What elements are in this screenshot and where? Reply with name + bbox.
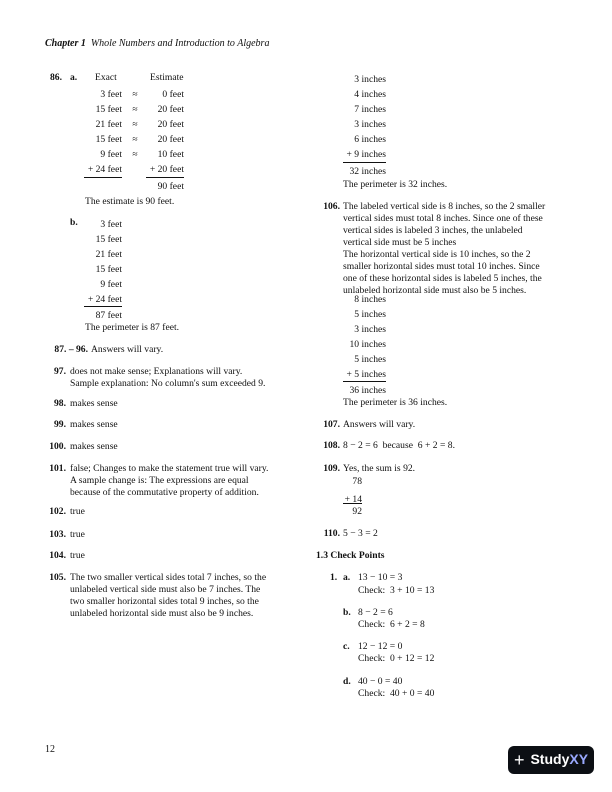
- exact-value: 15 feet: [95, 134, 122, 145]
- problem-number: 98.: [54, 398, 66, 409]
- p105-total: 32 inches: [349, 166, 386, 177]
- approx-column: [130, 87, 140, 162]
- b-values-column: [82, 217, 122, 307]
- answer-line: A sample change is: The expressions are equal: [70, 474, 249, 486]
- b-value: 15 feet: [95, 264, 122, 275]
- problem-answer: [70, 463, 305, 499]
- problem-answer: true: [70, 506, 85, 517]
- approx-symbol: ≈: [132, 119, 138, 130]
- problem-answer: [70, 572, 310, 620]
- p106-values-column: [330, 292, 386, 382]
- problem-109-number: 109.: [323, 463, 340, 474]
- answer-line: does not make sense; Explanations will vary.: [70, 366, 243, 377]
- check-part-label: a.: [343, 572, 351, 583]
- badge-study-text: Study: [530, 751, 570, 768]
- problem-answer: makes sense: [70, 441, 118, 452]
- answer-line: unlabeled vertical side must also be 7 inches. The: [70, 583, 261, 595]
- p106-sum-line: [343, 381, 386, 382]
- problem-answer: [70, 366, 305, 390]
- estimate-sum-line: [146, 177, 184, 178]
- b-value: 21 feet: [95, 249, 122, 260]
- b-value: 3 feet: [100, 219, 122, 230]
- chapter-title: Whole Numbers and Introduction to Algebra: [90, 38, 270, 49]
- problem-answer: Answers will vary.: [91, 344, 164, 355]
- page-number: 12: [45, 744, 55, 755]
- answer-line: one of these horizontal sides is labeled 5 inches, the: [343, 272, 542, 284]
- approx-symbol: ≈: [132, 104, 138, 115]
- check-verification: Check: 3 + 10 = 13: [358, 585, 435, 596]
- exact-value: 3 feet: [100, 89, 122, 100]
- estimate-value: 20 feet: [157, 119, 184, 130]
- p106-value: 5 inches: [354, 354, 386, 365]
- p105-values-column: [330, 72, 386, 162]
- problem-108-answer: 8 − 2 = 6 because 6 + 2 = 8.: [343, 440, 455, 451]
- problem-number: 100.: [49, 441, 66, 452]
- answer-line: unlabeled horizontal side must also be 9 inches.: [70, 607, 254, 619]
- answer-line: The labeled vertical side is 8 inches, so the 2 smaller: [343, 201, 546, 212]
- check-verification: Check: 0 + 12 = 12: [358, 653, 435, 664]
- problem-106-answer: [343, 201, 568, 297]
- problem-108-number: 108.: [323, 440, 340, 451]
- problem-110-answer: 5 − 3 = 2: [343, 528, 378, 539]
- p109-total: 92: [352, 506, 362, 517]
- answer-line: The two smaller vertical sides total 7 inches, so the: [70, 572, 267, 583]
- answer-line: vertical sides must total 8 inches. Since one of these: [343, 212, 543, 224]
- problem-86a-label: a.: [70, 72, 78, 83]
- problem-106-number: 106.: [323, 201, 340, 212]
- problem-number: 101.: [49, 463, 66, 474]
- answer-line: Sample explanation: No column's sum exceeded 9.: [70, 377, 266, 389]
- problem-number: 87. – 96.: [54, 344, 88, 355]
- answer-line: smaller horizontal sides must total 10 inches. Since: [343, 260, 540, 272]
- problem-number: 103.: [49, 529, 66, 540]
- p106-value: 3 inches: [354, 324, 386, 335]
- exact-value: 9 feet: [100, 149, 122, 160]
- check-points-heading: 1.3 Check Points: [316, 550, 385, 561]
- p105-value: 7 inches: [354, 104, 386, 115]
- approx-symbol: ≈: [132, 89, 138, 100]
- problem-number: 99.: [54, 419, 66, 430]
- estimate-value: 20 feet: [157, 104, 184, 115]
- problem-answer: true: [70, 529, 85, 540]
- check-verification: Check: 40 + 0 = 40: [358, 688, 435, 699]
- b-text: The perimeter is 87 feet.: [85, 322, 180, 333]
- estimate-column: [140, 87, 184, 177]
- p105-value: 3 inches: [354, 74, 386, 85]
- check-equation: 40 − 0 = 40: [358, 676, 403, 687]
- problem-110-number: 110.: [323, 528, 340, 539]
- problem-answer: true: [70, 550, 85, 561]
- exact-value: + 24 feet: [87, 164, 122, 175]
- answer-line: because of the commutative property of addition.: [70, 486, 259, 498]
- check-equation: 13 − 10 = 3: [358, 572, 403, 583]
- b-total: 87 feet: [95, 310, 122, 321]
- estimate-text: The estimate is 90 feet.: [85, 196, 175, 207]
- problem-86-number: 86.: [50, 72, 62, 83]
- b-value: + 24 feet: [87, 294, 122, 305]
- p106-value: 10 inches: [349, 339, 386, 350]
- p109-addend: 78: [352, 476, 362, 487]
- p106-total: 36 inches: [349, 385, 386, 396]
- approx-symbol: ≈: [132, 149, 138, 160]
- estimate-total: 90 feet: [157, 181, 184, 192]
- exact-column: [82, 87, 122, 177]
- badge-xy-text: XY: [569, 751, 589, 768]
- problem-109-answer: Yes, the sum is 92.: [343, 463, 416, 474]
- exact-value: 21 feet: [95, 119, 122, 130]
- p109-addend: + 14: [344, 494, 362, 505]
- problem-answer: makes sense: [70, 419, 118, 430]
- answer-line: two smaller horizontal sides total 9 inches, so the: [70, 595, 259, 607]
- problem-number: 104.: [49, 550, 66, 561]
- exact-sum-line: [84, 177, 122, 178]
- exact-value: 15 feet: [95, 104, 122, 115]
- p105-text: The perimeter is 32 inches.: [343, 179, 448, 190]
- approx-symbol: ≈: [132, 134, 138, 145]
- check-point-1-number: 1.: [330, 572, 338, 583]
- b-value: 9 feet: [100, 279, 122, 290]
- p105-value: 6 inches: [354, 134, 386, 145]
- check-equation: 12 − 12 = 0: [358, 641, 403, 652]
- problem-number: 102.: [49, 506, 66, 517]
- problem-107-answer: Answers will vary.: [343, 419, 416, 430]
- studyxy-badge[interactable]: [508, 746, 594, 774]
- estimate-header: Estimate: [150, 72, 184, 83]
- answer-line: vertical side must be 5 inches: [343, 236, 457, 248]
- p106-value: 8 inches: [354, 294, 386, 305]
- p105-value: 3 inches: [354, 119, 386, 130]
- answer-line: false; Changes to make the statement true will vary.: [70, 463, 269, 474]
- b-value: 15 feet: [95, 234, 122, 245]
- p105-value: + 9 inches: [346, 149, 386, 160]
- check-part-label: b.: [343, 607, 351, 618]
- p106-text: The perimeter is 36 inches.: [343, 397, 448, 408]
- problem-number: 105.: [49, 572, 66, 583]
- problem-86b-label: b.: [70, 217, 78, 228]
- p109-sum-line: [343, 503, 362, 504]
- exact-header: Exact: [95, 72, 117, 83]
- p106-value: + 5 inches: [346, 369, 386, 380]
- check-equation: 8 − 2 = 6: [358, 607, 393, 618]
- answer-line: unlabeled horizontal side must also be 5 inches.: [343, 284, 527, 296]
- answer-line: The horizontal vertical side is 10 inches, so the 2: [343, 248, 531, 260]
- p105-sum-line: [343, 162, 386, 163]
- estimate-value: 20 feet: [157, 134, 184, 145]
- running-header: [45, 38, 269, 51]
- check-verification: Check: 6 + 2 = 8: [358, 619, 425, 630]
- estimate-value: 0 feet: [162, 89, 184, 100]
- p106-value: 5 inches: [354, 309, 386, 320]
- check-part-label: c.: [343, 641, 350, 652]
- p105-value: 4 inches: [354, 89, 386, 100]
- b-sum-line: [84, 306, 122, 307]
- estimate-value: 10 feet: [157, 149, 184, 160]
- plus-icon: +: [513, 750, 525, 770]
- problem-answer: makes sense: [70, 398, 118, 409]
- problem-107-number: 107.: [323, 419, 340, 430]
- chapter-label: Chapter 1: [45, 38, 86, 49]
- answer-line: vertical sides is labeled 3 inches, the unlabeled: [343, 224, 523, 236]
- check-part-label: d.: [343, 676, 351, 687]
- estimate-value: + 20 feet: [149, 164, 184, 175]
- problem-number: 97.: [54, 366, 66, 377]
